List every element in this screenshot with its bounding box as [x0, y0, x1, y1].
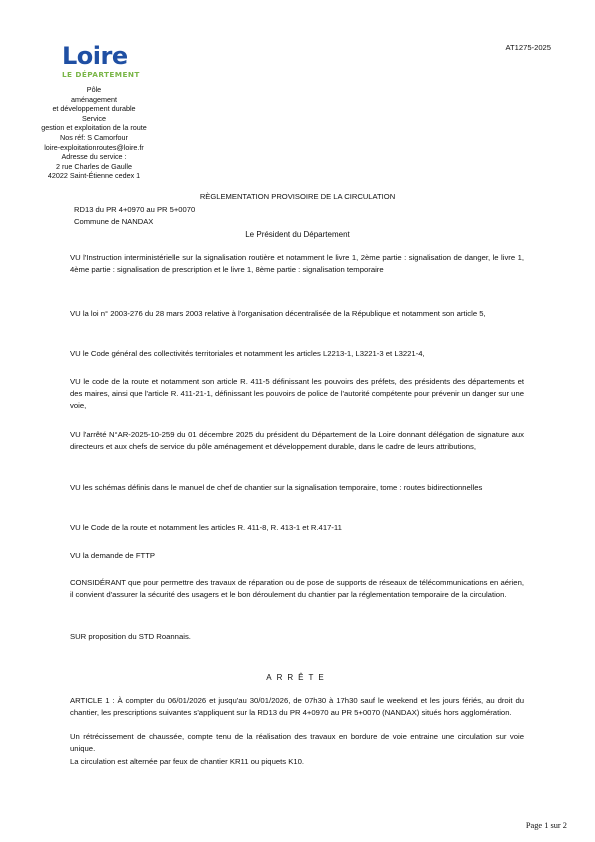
loire-logo [62, 44, 146, 79]
service-line: Pôle [86, 85, 102, 94]
logo-wordmark: Loire [62, 42, 128, 70]
consideration-paragraph: VU le Code de la route et notamment les articles R. 411-8, R. 413-1 et R.417-11 [70, 523, 342, 532]
service-line: 42022 Saint-Étienne cedex 1 [47, 171, 141, 181]
service-line: Service [82, 113, 106, 123]
road-section [74, 204, 195, 228]
arrete-heading: ARRÊTE [266, 673, 329, 682]
service-line: aménagement [71, 94, 117, 104]
logo-subtitle: LE DÉPARTEMENT [62, 70, 140, 79]
article-1-text: ARTICLE 1 : À compter du 06/01/2026 et jusqu'au 30/01/2026, de 07h30 à 17h30 sauf le weekend et les jours fériés, au droit du chantier, les prescriptions suivantes s'appliquent sur la RD13 du PR 4+0970 au PR 5+0070 (NANDAX) situés hors agglomération. [70, 696, 524, 718]
considerant-paragraph: CONSIDÉRANT que pour permettre des travaux de réparation ou de pose de supports de réseaux de télécommunications en aérien, il convient d'assurer la sécurité des usagers et le bon déroulement du chantier par la réglementation temporaire de la circulation. [70, 578, 524, 600]
article-1-narrowing: Un rétrécissement de chaussée, compte tenu de la réalisation des travaux en bordure de voie entraine une circulation sur voie unique. [70, 732, 524, 754]
service-address-block [10, 85, 178, 181]
consideration-paragraph: VU la loi n° 2003-276 du 28 mars 2003 relative à l'organisation décentralisée de la République et notamment son article 5, [70, 309, 486, 318]
page-number: Page 1 sur 2 [525, 821, 567, 830]
service-line: gestion et exploitation de la route [41, 123, 147, 133]
consideration-paragraph: VU le code de la route et notamment son article R. 411-5 définissant les pouvoirs des préfets, des présidents des départements et des maires, ainsi que l'article R. 411-21-1, définissant les pouvoirs de police de l'autorité compétente pour prévenir un danger sur une voie, [70, 377, 524, 411]
consideration-paragraph: VU l'arrêté N°AR-2025-10-259 du 01 décembre 2025 du président du Département de la Loire donnant délégation de signature aux directeurs et aux chefs de service du pôle aménagement et développement durable, dans le cadre de leurs attributions, [70, 430, 524, 452]
consideration-paragraph: VU les schémas définis dans le manuel de chef de chantier sur la signalisation temporaire, tome : routes bidirectionnelles [70, 483, 483, 492]
consideration-paragraph: VU l'Instruction interministérielle sur la signalisation routière et notamment le livre 1, 2ème partie : signalisation de danger, le livre 1, 4ème partie : signalisation de prescription et le livre 1, 8ème partie : signalisation temporaire [70, 253, 524, 275]
president-heading: Le Président du Département [245, 230, 350, 239]
service-line: Nos réf: S Camorfour [60, 132, 128, 142]
road-reference: RD13 du PR 4+0970 au PR 5+0070 [74, 205, 196, 214]
article-1-alternation: La circulation est alternée par feux de chantier KR11 ou piquets K10. [70, 757, 305, 766]
consideration-paragraph: VU la demande de FTTP [70, 551, 156, 560]
service-email[interactable]: loire-exploitationroutes@loire.fr [44, 142, 144, 152]
commune-name: Commune de NANDAX [74, 217, 154, 226]
proposal-paragraph: SUR proposition du STD Roannais. [70, 632, 191, 641]
regulation-title: RÈGLEMENTATION PROVISOIRE DE LA CIRCULATION [199, 192, 396, 201]
document-reference: AT1275-2025 [505, 43, 551, 52]
consideration-paragraph: VU le Code général des collectivités territoriales et notamment les articles L2213-1, L3221-3 et L3221-4, [70, 349, 425, 358]
service-line: Adresse du service : [61, 152, 127, 162]
service-line: et développement durable [52, 104, 136, 114]
service-line: 2 rue Charles de Gaulle [56, 161, 132, 171]
